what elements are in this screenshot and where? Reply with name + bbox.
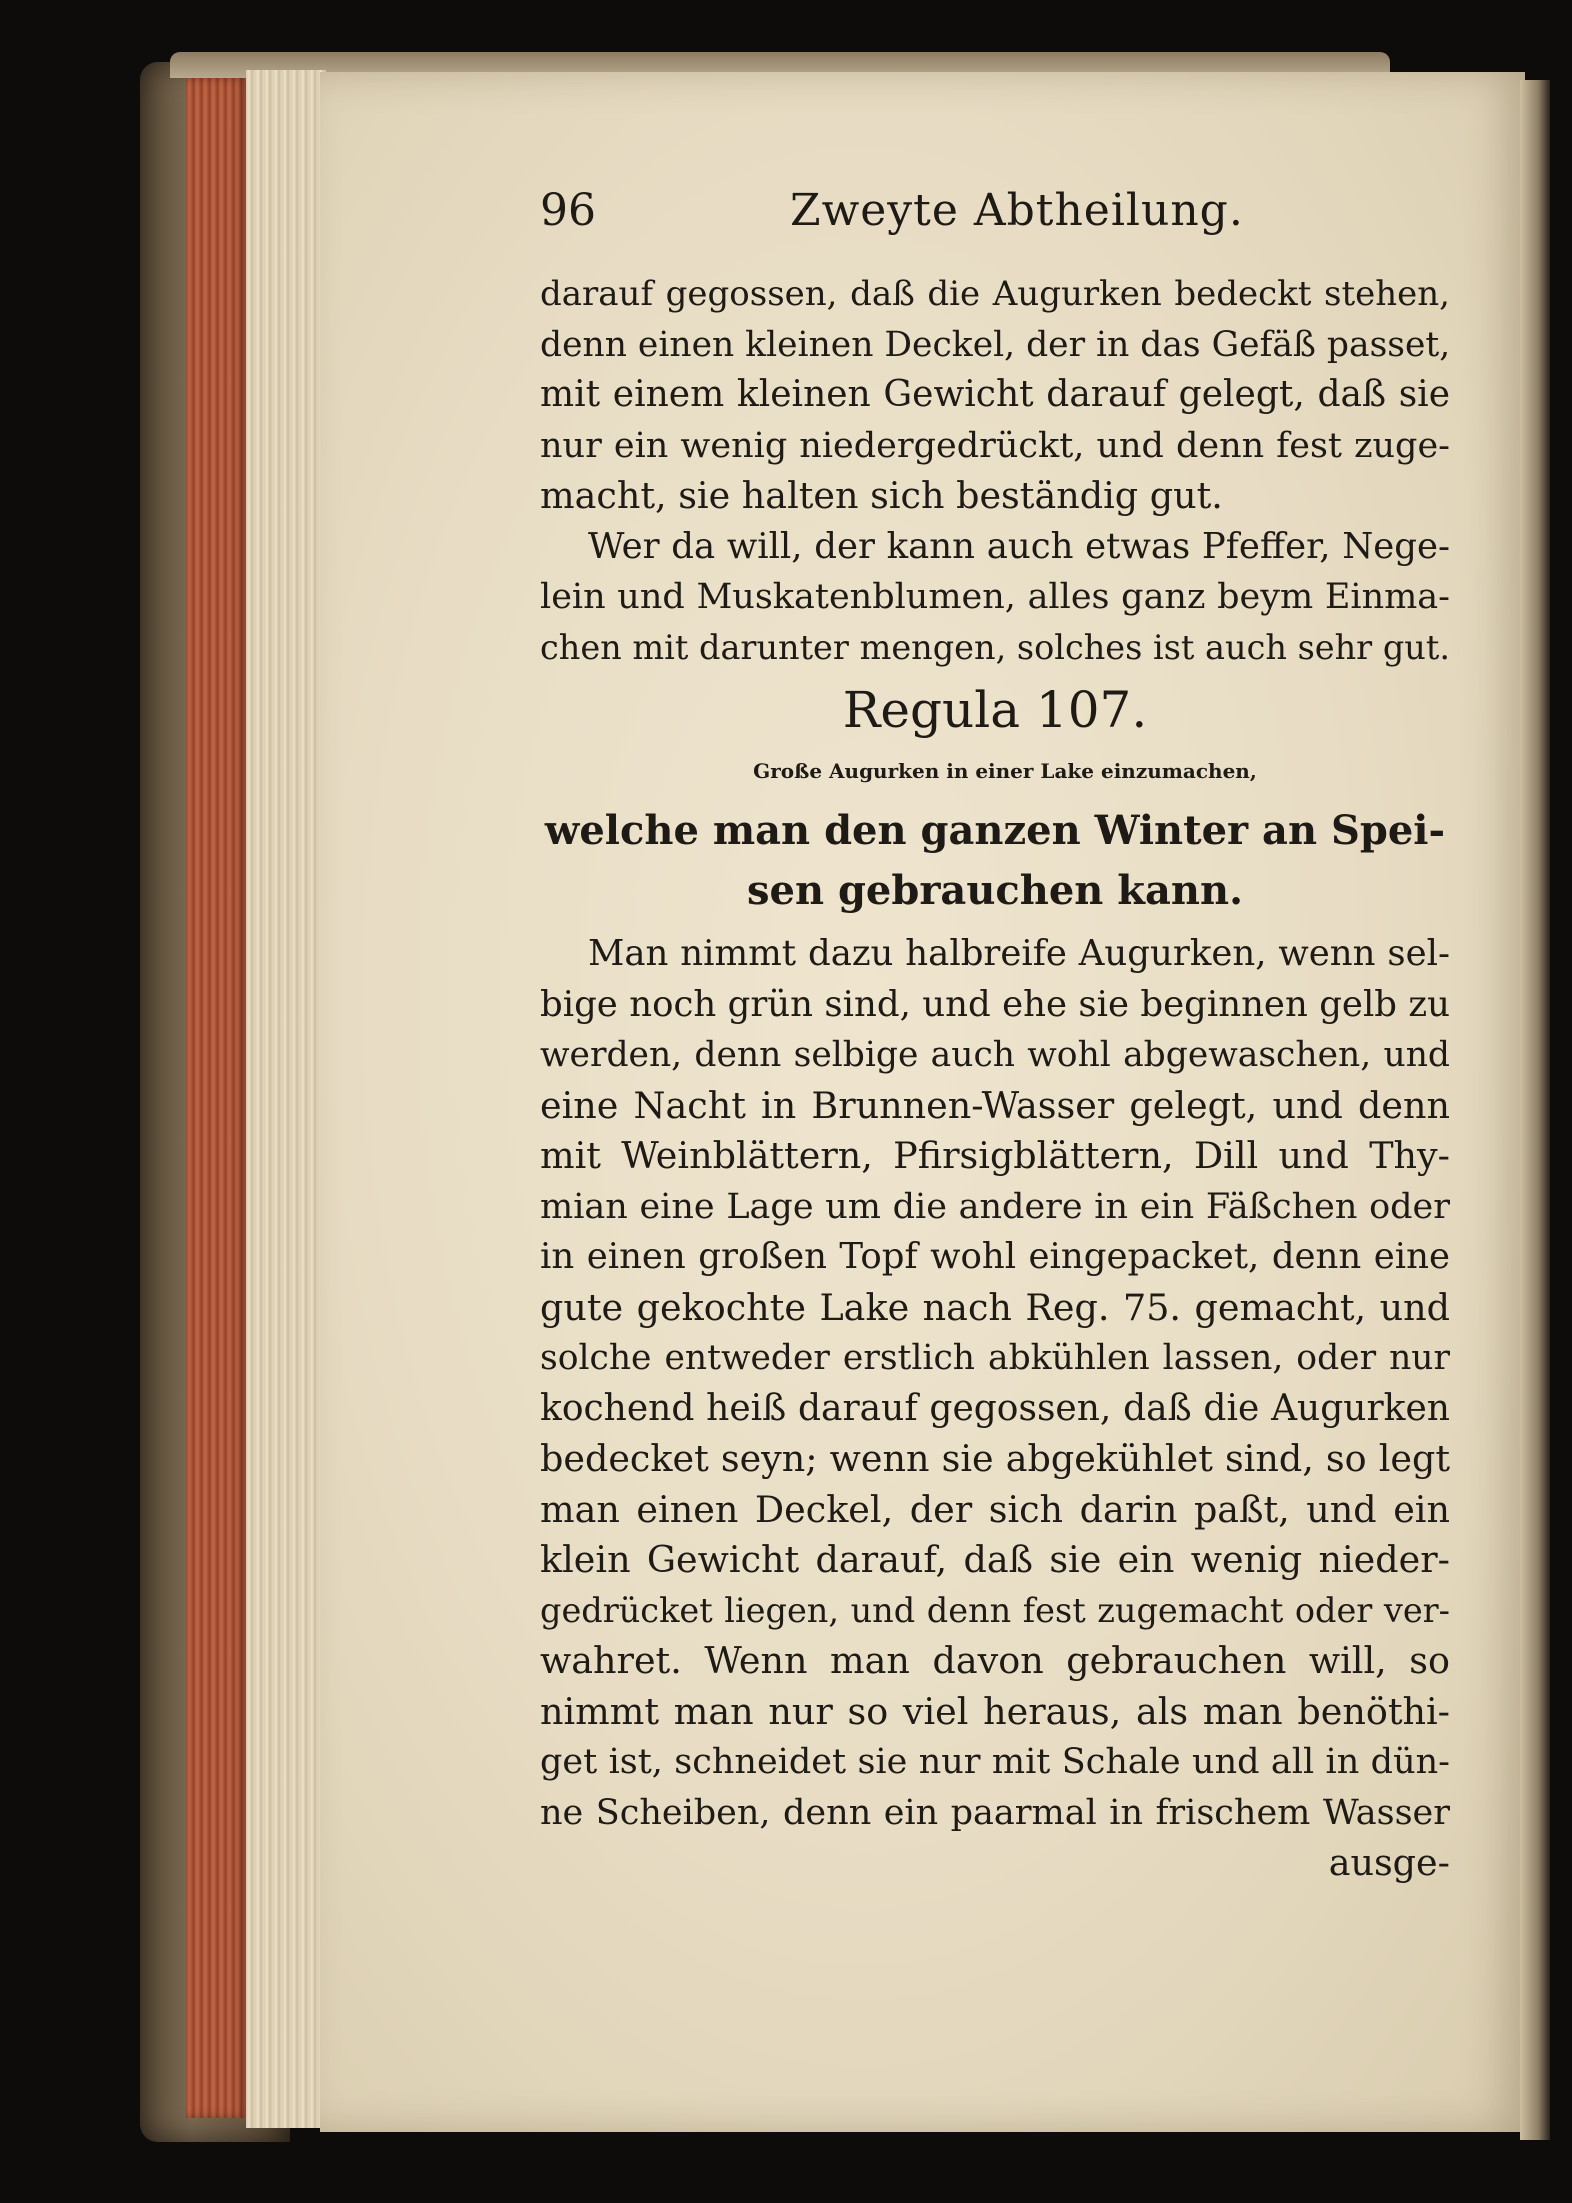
text-line: Wer da will, der kann auch etwas Pfeffer, Nege- [588, 525, 1450, 567]
intro-paragraph [540, 269, 1450, 522]
text-line: darauf gegossen, daß die Augurken bedeckt stehen, [540, 274, 1450, 314]
subtitle-line: Große Augurken in einer Lake einzumachen, [753, 759, 1257, 783]
text-line: lein und Muskatenblumen, alles ganz beym Einma- [540, 577, 1450, 617]
text-line: mian eine Lage um die andere in ein Fäßchen oder [540, 1186, 1450, 1227]
text-line: eine Nacht in Brunnen-Wasser gelegt, und denn [540, 1083, 1450, 1127]
text-line: get ist, schneidet sie nur mit Schale und all in dün- [540, 1742, 1450, 1782]
page-number: 96 [540, 185, 596, 236]
page-edge-red [186, 78, 248, 2118]
running-title: Zweyte Abtheilung. [790, 185, 1244, 236]
text-line: nimmt man nur so viel heraus, als man benöthi- [540, 1689, 1450, 1733]
page-stack [246, 70, 326, 2128]
text-line: nur ein wenig niedergedrückt, und denn fest zuge- [540, 425, 1450, 466]
text-line: bige noch grün sind, und ehe sie beginnen gelb zu [540, 983, 1450, 1025]
text-line: gedrücket liegen, und denn fest zugemacht oder ver- [540, 1590, 1450, 1630]
text-line: mit Weinblättern, Pfirsigblättern, Dill und Thy- [540, 1134, 1450, 1177]
catchword: ausge- [1328, 1841, 1450, 1884]
text-line: in einen großen Topf wohl eingepacket, denn eine [540, 1236, 1450, 1277]
text-line: denn einen kleinen Deckel, der in das Gefäß passet, [540, 324, 1451, 365]
text-line: macht, sie halten sich beständig gut. [540, 474, 1223, 517]
text-line: kochend heiß darauf gegossen, daß die Augurken [540, 1387, 1450, 1429]
recipe-body [540, 929, 1450, 1889]
text-line: gute gekochte Lake nach Reg. 75. gemacht, und [540, 1285, 1450, 1329]
text-line: solche entweder erstlich abkühlen lassen, oder nur [540, 1338, 1450, 1378]
subtitle-line: welche man den ganzen Winter an Spei- [544, 807, 1446, 854]
text-line: werden, denn selbige auch wohl abgewaschen, und [540, 1035, 1450, 1075]
text-line: man einen Deckel, der sich darin paßt, und ein [540, 1487, 1450, 1531]
text-line: wahret. Wenn man davon gebrauchen will, so [540, 1639, 1450, 1682]
text-line: klein Gewicht darauf, daß sie ein wenig nieder- [540, 1538, 1450, 1581]
page-text [540, 185, 1450, 1889]
text-line: ne Scheiben, denn ein paarmal in frischem Wasser [540, 1792, 1450, 1833]
text-line: Man nimmt dazu halbreife Augurken, wenn sel- [588, 933, 1450, 974]
spacer [540, 921, 1450, 929]
text-line: bedecket seyn; wenn sie abgekühlet sind, so legt [540, 1437, 1450, 1480]
text-line: mit einem kleinen Gewicht darauf gelegt, daß sie [540, 374, 1450, 415]
recipe-title: Regula 107. [842, 681, 1148, 739]
page-gutter-shadow [1520, 80, 1550, 2140]
page-header [540, 185, 1450, 255]
subtitle-line: sen gebrauchen kann. [746, 867, 1244, 914]
text-line: chen mit darunter mengen, solches ist auch sehr gut. [540, 627, 1450, 667]
recipe-subtitle [540, 741, 1450, 921]
note-paragraph [540, 522, 1450, 674]
